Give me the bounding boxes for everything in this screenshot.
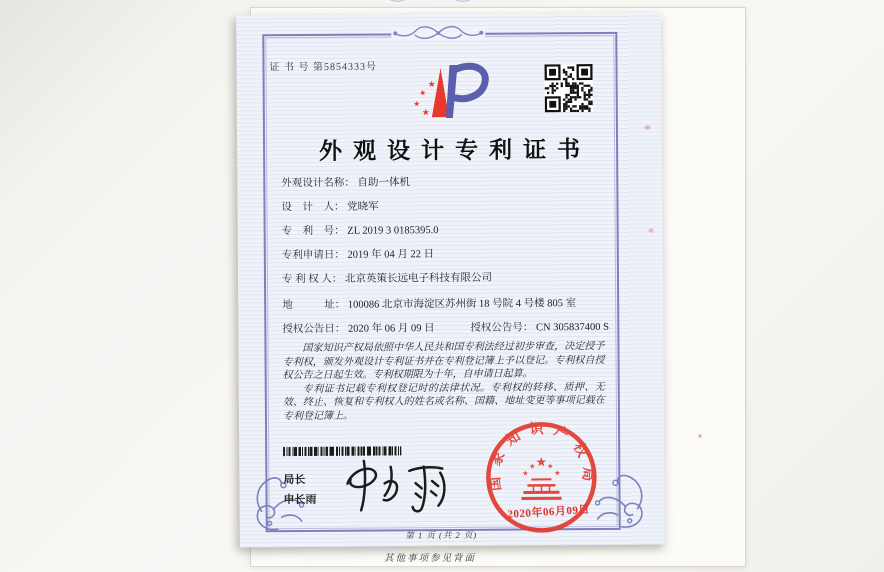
field-label: 外观设计名称： (281, 177, 355, 190)
legal-paragraph: 专利证书记载专利权登记时的法律状况。专利权的转移、质押、无效、终止、恢复和专利权人的姓名或名称、国籍、地址变更等事项记载在专利登记簿上。 (282, 381, 605, 423)
legal-paragraph: 国家知识产权局依照中华人民共和国专利法经过初步审查，决定授予专利权，颁发外观设计专利证书并在专利登记簿上予以登记。专利权自授权公告之日起生效。专利权期限为十年，自申请日起算。 (282, 340, 605, 382)
corner-flourish-icon (591, 463, 651, 533)
seal-text: 国家知识产权局 (487, 422, 596, 492)
field-label: 设 计 人： (281, 201, 345, 214)
top-flourish-icon (383, 22, 493, 45)
field-patentee (282, 269, 627, 286)
svg-text:★: ★ (427, 80, 436, 91)
field-label: 授权公告号： (470, 322, 534, 334)
photo-artifact (648, 228, 654, 233)
director-title: 局长 (283, 474, 306, 487)
certificate-number: 证 书 号 第5854333号 (269, 61, 378, 74)
field-value: ZL 2019 3 0185395.0 (347, 225, 439, 237)
svg-text:★: ★ (522, 469, 529, 478)
certificate-page (236, 13, 665, 548)
field-value: 100086 北京市海淀区苏州街 18 号院 4 号楼 805 室 (347, 298, 577, 311)
field-label: 专 利 号： (281, 225, 345, 238)
field-designer (281, 197, 626, 214)
legal-text (282, 340, 605, 424)
svg-text:★: ★ (535, 455, 548, 471)
svg-text:★: ★ (421, 108, 430, 119)
field-value: 自助一体机 (357, 177, 410, 189)
director-name: 申长雨 (283, 493, 317, 507)
field-address (282, 295, 627, 312)
field-application-date (282, 245, 627, 262)
svg-text:★: ★ (413, 99, 421, 109)
field-value: CN 305837400 S (535, 321, 609, 334)
photo-artifact (698, 434, 702, 438)
svg-text:★: ★ (547, 462, 554, 471)
field-grant-date (282, 319, 627, 336)
field-label: 专利申请日： (281, 249, 345, 262)
back-page-note: 其他事项参见背面 (383, 554, 476, 564)
field-grant-number (470, 319, 609, 335)
back-page-ornament-icon (378, 0, 482, 10)
svg-text:★: ★ (419, 88, 427, 98)
handwritten-signature-icon (336, 452, 451, 519)
field-value: 党晓军 (347, 201, 379, 213)
certificate-title: 外观设计专利证书 (319, 137, 592, 164)
field-value: 2020 年 06 月 09 日 (347, 323, 435, 335)
seal-date-stamp: 2020年06月09日 (507, 503, 591, 521)
cnipa-patent-logo-icon (400, 60, 490, 127)
national-emblem-icon (522, 455, 560, 477)
svg-text:★: ★ (529, 462, 536, 471)
svg-text:★: ★ (554, 469, 561, 478)
field-value: 2019 年 04 月 22 日 (347, 249, 435, 261)
photo-artifact (644, 125, 651, 130)
svg-text:★: ★ (433, 103, 441, 113)
field-patent-number (282, 221, 627, 238)
field-design-name (281, 173, 626, 190)
field-value: 北京英策长远电子科技有限公司 (344, 272, 493, 285)
field-label: 地 址： (282, 299, 346, 312)
qr-code-icon (544, 64, 592, 112)
field-label: 授权公告日： (282, 323, 346, 336)
page-number: 第 1 页 (共 2 页) (405, 529, 478, 541)
field-label: 专 利 权 人： (281, 273, 343, 286)
